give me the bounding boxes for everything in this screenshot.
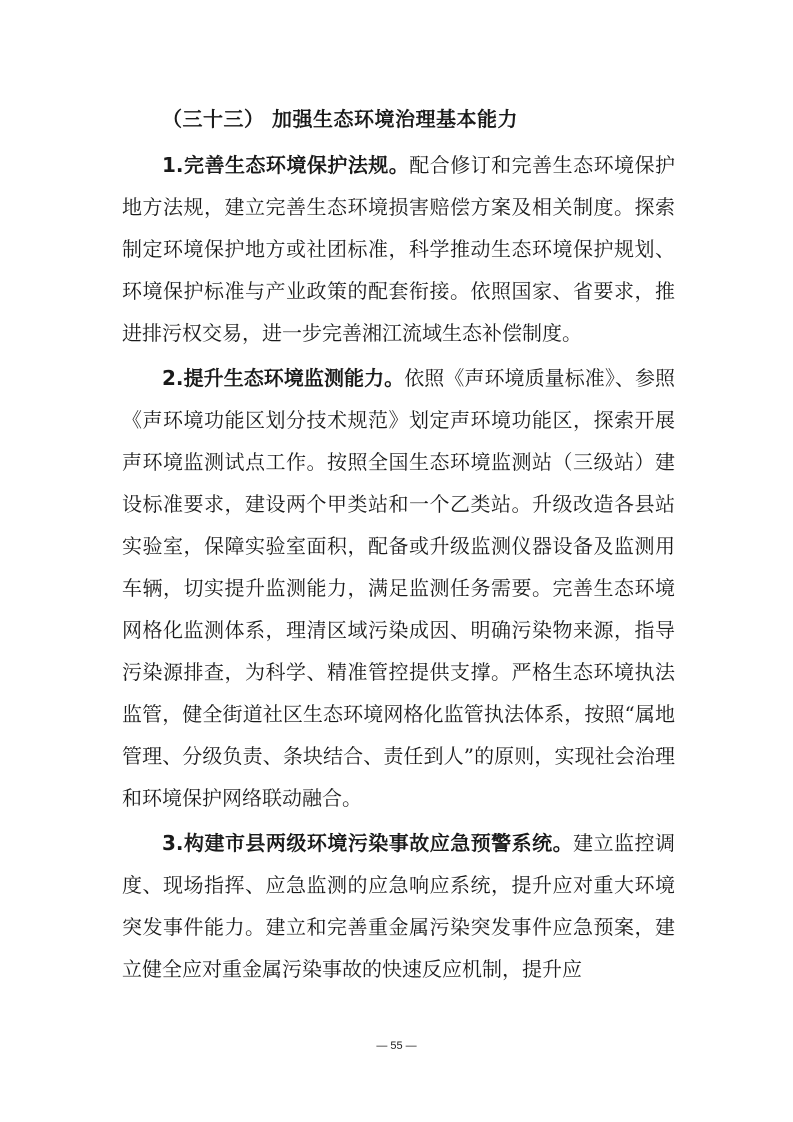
paragraph-regulations [122,144,675,354]
section-heading: （三十三） 加强生态环境治理基本能力 [162,107,518,131]
paragraph-text: 配合修订和完善生态环境保护地方法规，建立完善生态环境损害赔偿方案及相关制度。探索制定环境保护地方或社团标准，科学推动生态环境保护规划、环境保护标准与产业政策的配套衔接。依照国家、省要求，推进排污权交易，进一步完善湘江流域生态补偿制度。 [122,153,676,345]
paragraph-lead: 2.提升生态环境监测能力。 [162,366,405,390]
document-body [122,98,675,993]
page-number: — 55 — [376,1040,417,1052]
paragraph-lead: 3.构建市县两级环境污染事故应急预警系统。 [162,831,574,855]
paragraph-text: 依照《声环境质量标准》、参照《声环境功能区划分技术规范》划定声环境功能区，探索开展声环境监测试点工作。按照全国生态环境监测站（三级站）建设标准要求，建设两个甲类站和一个乙类站。升级改造各县站实验室，保障实验室面积，配备或升级监测仪器设备及监测用车辆，切实提升监测能力，满足监测任务需要。完善生态环境网格化监测体系，理清区域污染成因、明确污染物来源，指导污染源排查，为科学、精准管控提供支撑。严格生态环境执法监管，健全街道社区生态环境网格化监管执法体系，按照“属地管理、分级负责、条块结合、责任到人”的原则，实现社会治理和环境保护网络联动融合。 [122,366,676,810]
paragraph-text: 建立监控调度、现场指挥、应急监测的应急响应系统，提升应对重大环境突发事件能力。建立和完善重金属污染突发事件应急预案，建立健全应对重金属污染事故的快速反应机制，提升应 [122,831,676,981]
paragraph-lead: 1.完善生态环境保护法规。 [162,153,410,177]
paragraph-emergency [122,822,675,990]
paragraph-monitoring [122,357,675,819]
